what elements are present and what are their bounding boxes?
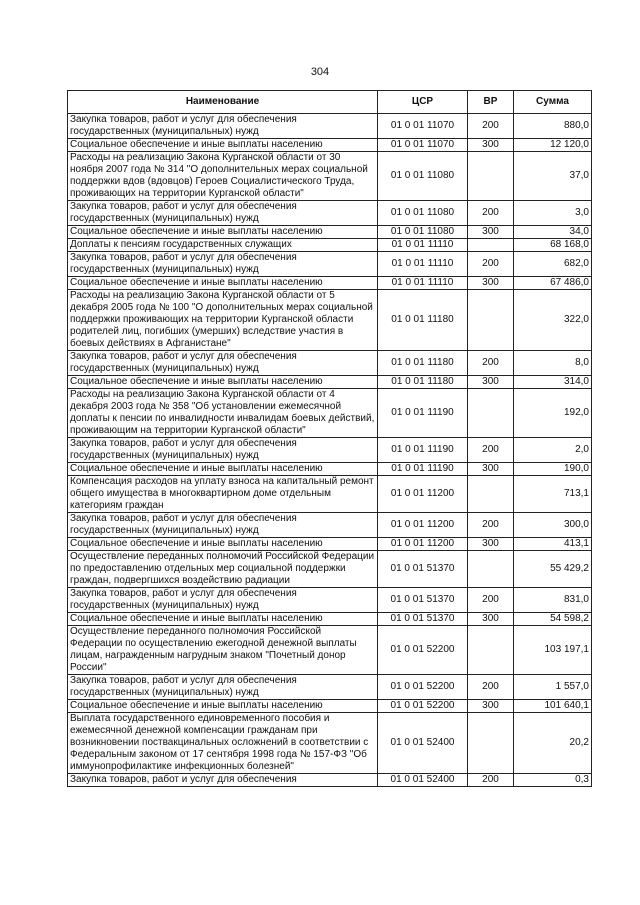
row-vr: 300: [468, 463, 514, 476]
row-csr: 01 0 01 52400: [378, 774, 468, 787]
row-csr: 01 0 01 51370: [378, 613, 468, 626]
row-sum: 37,0: [514, 152, 592, 201]
row-csr: 01 0 01 11180: [378, 290, 468, 351]
page-number: 304: [310, 66, 330, 78]
table-row: [68, 139, 592, 152]
row-sum: 192,0: [514, 389, 592, 438]
row-name: Социальное обеспечение и иные выплаты населению: [68, 463, 378, 476]
row-sum: 34,0: [514, 226, 592, 239]
row-name: Осуществление переданного полномочия Российской Федерации по осуществлению ежегодной денежной выплаты лицам, награжденным нагрудным знаком "Почетный донор России": [68, 626, 378, 675]
row-sum: 103 197,1: [514, 626, 592, 675]
table-row: [68, 551, 592, 588]
row-vr: 200: [468, 513, 514, 538]
row-name: Социальное обеспечение и иные выплаты населению: [68, 226, 378, 239]
table-row: [68, 376, 592, 389]
row-name: Закупка товаров, работ и услуг для обеспечения: [68, 774, 378, 787]
row-csr: 01 0 01 52200: [378, 700, 468, 713]
row-name: Социальное обеспечение и иные выплаты населению: [68, 700, 378, 713]
table-row: [68, 713, 592, 774]
table-row: [68, 588, 592, 613]
row-sum: 413,1: [514, 538, 592, 551]
row-sum: 8,0: [514, 351, 592, 376]
row-vr: [468, 290, 514, 351]
row-vr: 300: [468, 613, 514, 626]
row-vr: 200: [468, 774, 514, 787]
row-sum: 682,0: [514, 252, 592, 277]
table-row: [68, 438, 592, 463]
row-name: Осуществление переданных полномочий Российской Федерации по предоставлению отдельных мер социальной поддержки граждан, подвергшихся воздействию радиации: [68, 551, 378, 588]
table-row: [68, 351, 592, 376]
row-name: Закупка товаров, работ и услуг для обеспечения государственных (муниципальных) нужд: [68, 201, 378, 226]
row-sum: 2,0: [514, 438, 592, 463]
row-csr: 01 0 01 11190: [378, 463, 468, 476]
row-name: Социальное обеспечение и иные выплаты населению: [68, 613, 378, 626]
row-vr: [468, 713, 514, 774]
row-sum: 0,3: [514, 774, 592, 787]
row-name: Доплаты к пенсиям государственных служащих: [68, 239, 378, 252]
row-csr: 01 0 01 11180: [378, 376, 468, 389]
row-sum: 67 486,0: [514, 277, 592, 290]
row-vr: 300: [468, 376, 514, 389]
row-csr: 01 0 01 11070: [378, 139, 468, 152]
row-sum: 3,0: [514, 201, 592, 226]
row-vr: [468, 551, 514, 588]
row-sum: 190,0: [514, 463, 592, 476]
row-vr: 300: [468, 277, 514, 290]
row-sum: 314,0: [514, 376, 592, 389]
row-sum: 54 598,2: [514, 613, 592, 626]
row-csr: 01 0 01 11200: [378, 538, 468, 551]
row-csr: 01 0 01 11080: [378, 226, 468, 239]
row-csr: 01 0 01 11110: [378, 252, 468, 277]
row-csr: 01 0 01 52200: [378, 626, 468, 675]
row-csr: 01 0 01 11080: [378, 152, 468, 201]
row-csr: 01 0 01 11110: [378, 239, 468, 252]
budget-table: [67, 90, 592, 787]
table-row: [68, 389, 592, 438]
row-csr: 01 0 01 51370: [378, 551, 468, 588]
row-csr: 01 0 01 11110: [378, 277, 468, 290]
row-name: Закупка товаров, работ и услуг для обеспечения государственных (муниципальных) нужд: [68, 351, 378, 376]
row-name: Расходы на реализацию Закона Курганской области от 5 декабря 2005 года № 100 "О дополнительных мерах социальной поддержки проживающих на территории Курганской области родителей лиц, погибших (умерших) вследствие участия в боевых действиях в Афганистане": [68, 290, 378, 351]
row-csr: 01 0 01 11190: [378, 438, 468, 463]
row-vr: [468, 476, 514, 513]
row-vr: 200: [468, 252, 514, 277]
row-sum: 12 120,0: [514, 139, 592, 152]
row-vr: 200: [468, 675, 514, 700]
row-vr: [468, 626, 514, 675]
row-name: Выплата государственного единовременного пособия и ежемесячной денежной компенсации гражданам при возникновении поствакцинальных осложнений в соответствии с Федеральным законом от 17 сентября 1998 года № 157-ФЗ "Об иммунопрофилактике инфекционных болезней": [68, 713, 378, 774]
row-vr: 200: [468, 114, 514, 139]
row-sum: 55 429,2: [514, 551, 592, 588]
row-vr: 300: [468, 700, 514, 713]
row-sum: 880,0: [514, 114, 592, 139]
column-header-csr: ЦСР: [378, 91, 468, 114]
table-row: [68, 700, 592, 713]
row-sum: 322,0: [514, 290, 592, 351]
row-vr: [468, 239, 514, 252]
table-row: [68, 774, 592, 787]
column-header-vr: ВР: [468, 91, 514, 114]
row-vr: [468, 389, 514, 438]
row-name: Закупка товаров, работ и услуг для обеспечения государственных (муниципальных) нужд: [68, 438, 378, 463]
row-csr: 01 0 01 11200: [378, 513, 468, 538]
table-body: [68, 114, 592, 787]
row-vr: [468, 152, 514, 201]
row-name: Социальное обеспечение и иные выплаты населению: [68, 139, 378, 152]
row-sum: 831,0: [514, 588, 592, 613]
row-csr: 01 0 01 11200: [378, 476, 468, 513]
row-sum: 101 640,1: [514, 700, 592, 713]
row-sum: 300,0: [514, 513, 592, 538]
row-name: Закупка товаров, работ и услуг для обеспечения государственных (муниципальных) нужд: [68, 114, 378, 139]
row-name: Социальное обеспечение и иные выплаты населению: [68, 277, 378, 290]
row-name: Закупка товаров, работ и услуг для обеспечения государственных (муниципальных) нужд: [68, 252, 378, 277]
table-header-row: [68, 91, 592, 114]
column-header-name: Наименование: [68, 91, 378, 114]
row-sum: 68 168,0: [514, 239, 592, 252]
row-csr: 01 0 01 51370: [378, 588, 468, 613]
table-row: [68, 613, 592, 626]
row-name: Закупка товаров, работ и услуг для обеспечения государственных (муниципальных) нужд: [68, 675, 378, 700]
table-row: [68, 239, 592, 252]
table-row: [68, 626, 592, 675]
row-name: Расходы на реализацию Закона Курганской области от 30 ноября 2007 года № 314 "О дополнительных мерах социальной поддержки вдов (вдовцов) Героев Социалистического Труда, проживающих на территории Курганской области": [68, 152, 378, 201]
row-csr: 01 0 01 11080: [378, 201, 468, 226]
table-row: [68, 463, 592, 476]
row-sum: 713,1: [514, 476, 592, 513]
table-row: [68, 152, 592, 201]
table-row: [68, 538, 592, 551]
row-vr: 200: [468, 438, 514, 463]
table-row: [68, 476, 592, 513]
table-row: [68, 290, 592, 351]
row-name: Закупка товаров, работ и услуг для обеспечения государственных (муниципальных) нужд: [68, 513, 378, 538]
row-name: Расходы на реализацию Закона Курганской области от 4 декабря 2003 года № 358 "Об установлении ежемесячной доплаты к пенсии по инвалидности инвалидам боевых действий, проживающим на территории Курганской области": [68, 389, 378, 438]
row-vr: 300: [468, 538, 514, 551]
row-name: Социальное обеспечение и иные выплаты населению: [68, 538, 378, 551]
row-csr: 01 0 01 11190: [378, 389, 468, 438]
row-name: Закупка товаров, работ и услуг для обеспечения государственных (муниципальных) нужд: [68, 588, 378, 613]
row-csr: 01 0 01 11180: [378, 351, 468, 376]
table-row: [68, 201, 592, 226]
table-row: [68, 675, 592, 700]
table-row: [68, 277, 592, 290]
row-vr: 200: [468, 201, 514, 226]
table-row: [68, 252, 592, 277]
row-vr: 300: [468, 226, 514, 239]
row-sum: 1 557,0: [514, 675, 592, 700]
table-row: [68, 226, 592, 239]
table-row: [68, 513, 592, 538]
row-name: Социальное обеспечение и иные выплаты населению: [68, 376, 378, 389]
row-csr: 01 0 01 11070: [378, 114, 468, 139]
row-vr: 200: [468, 351, 514, 376]
row-vr: 300: [468, 139, 514, 152]
column-header-sum: Сумма: [514, 91, 592, 114]
table-row: [68, 114, 592, 139]
row-vr: 200: [468, 588, 514, 613]
row-csr: 01 0 01 52200: [378, 675, 468, 700]
row-name: Компенсация расходов на уплату взноса на капитальный ремонт общего имущества в многоквартирном доме отдельным категориям граждан: [68, 476, 378, 513]
row-csr: 01 0 01 52400: [378, 713, 468, 774]
row-sum: 20,2: [514, 713, 592, 774]
